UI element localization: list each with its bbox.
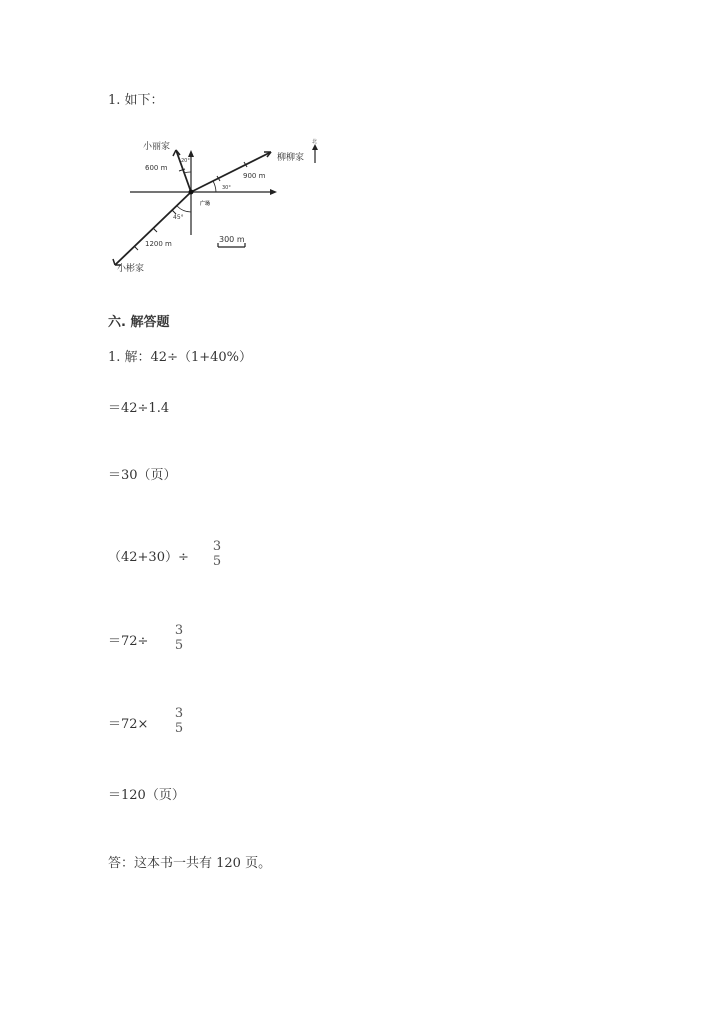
xiaoli-arrow-a — [173, 150, 176, 156]
north-axis-arrow — [188, 150, 194, 157]
fraction-numerator: 3 — [174, 623, 184, 638]
label-angle-30: 30° — [222, 185, 231, 191]
label-900m: 900 m — [243, 172, 266, 180]
label-600m: 600 m — [145, 164, 168, 172]
angle-arc-45 — [177, 206, 191, 212]
angle-arc-20 — [184, 172, 191, 173]
solution-line-3: ＝30（页） — [108, 468, 177, 483]
label-liuliu: 柳柳家 — [277, 153, 305, 163]
xiaobin-tick-2 — [153, 228, 157, 232]
label-1200m: 1200 m — [145, 240, 172, 248]
fraction-numerator: 3 — [174, 706, 184, 721]
label-north: 北 — [312, 139, 318, 145]
label-angle-20: 20° — [181, 158, 190, 164]
label-square: 广场 — [200, 201, 211, 207]
item1-heading: 1. 如下： — [108, 93, 164, 108]
fraction-denominator: 5 — [174, 638, 184, 653]
label-xiaobin: 小彬家 — [117, 264, 145, 274]
solution-line-6: ＝72× — [108, 717, 149, 732]
east-arrow — [270, 189, 277, 195]
angle-arc-30 — [213, 181, 216, 192]
solution-line-2: ＝42÷1.4 — [108, 401, 170, 416]
fraction-denominator: 5 — [212, 554, 222, 569]
label-angle-45: 45° — [173, 214, 184, 221]
fraction-numerator: 3 — [212, 539, 222, 554]
solution-line-7: ＝120（页） — [108, 788, 185, 803]
fraction-denominator: 5 — [174, 721, 184, 736]
solution-line-1: 1. 解：42÷（1+40%） — [108, 350, 253, 365]
fraction-3-5-b — [172, 623, 186, 653]
section-title: 六. 解答题 — [108, 315, 170, 330]
fraction-3-5-a — [210, 539, 224, 569]
fraction-3-5-c — [172, 706, 186, 736]
solution-line-4: （42+30）÷ — [108, 550, 189, 565]
solution-line-5: ＝72÷ — [108, 634, 149, 649]
square-point — [189, 190, 194, 195]
direction-diagram — [105, 135, 335, 280]
label-scale: 300 m — [219, 235, 245, 244]
xiaobin-arrow-a — [113, 259, 115, 265]
label-xiaoli: 小丽家 — [143, 142, 171, 152]
answer-line: 答：这本书一共有 120 页。 — [108, 856, 272, 871]
xiaobin-tick-3 — [134, 246, 138, 250]
